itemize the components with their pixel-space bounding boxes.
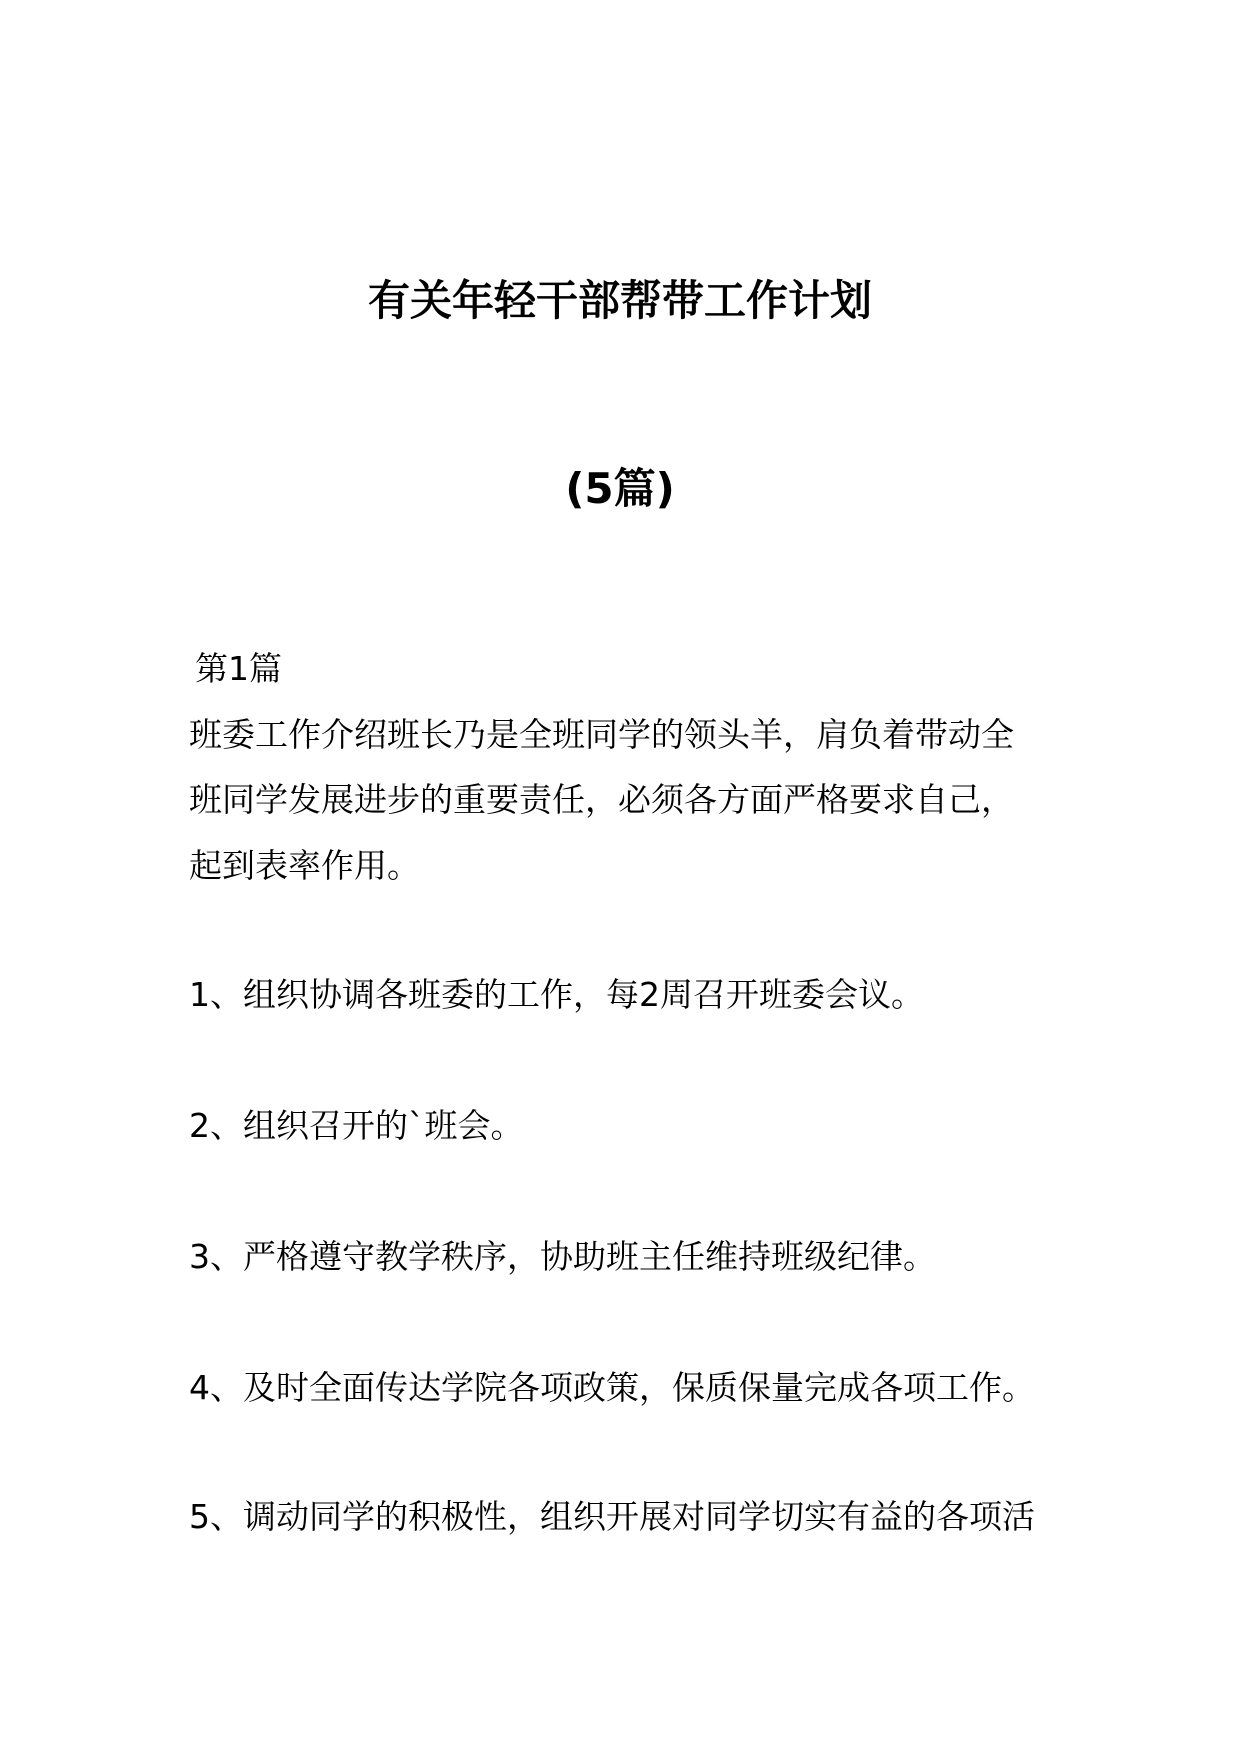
document-subtitle: (5篇): [565, 464, 675, 513]
list-item: 5、调动同学的积极性，组织开展对同学切实有益的各项活: [189, 1497, 1035, 1536]
list-item: 4、及时全面传达学院各项政策，保质保量完成各项工作。: [189, 1368, 1035, 1407]
list-item: 3、严格遵守教学秩序，协助班主任维持班级纪律。: [189, 1237, 936, 1276]
list-item: 2、组织召开的`班会。: [189, 1106, 524, 1145]
intro-line: 起到表率作用。: [189, 846, 420, 885]
intro-line: 班委工作介绍班长乃是全班同学的领头羊，肩负着带动全: [189, 715, 1014, 754]
list-item: 1、组织协调各班委的工作，每2周召开班委会议。: [189, 975, 924, 1014]
document-title: 有关年轻干部帮带工作计划: [367, 276, 872, 325]
section-heading: 第1篇: [195, 649, 282, 688]
intro-line: 班同学发展进步的重要责任，必须各方面严格要求自己，: [189, 780, 1014, 819]
